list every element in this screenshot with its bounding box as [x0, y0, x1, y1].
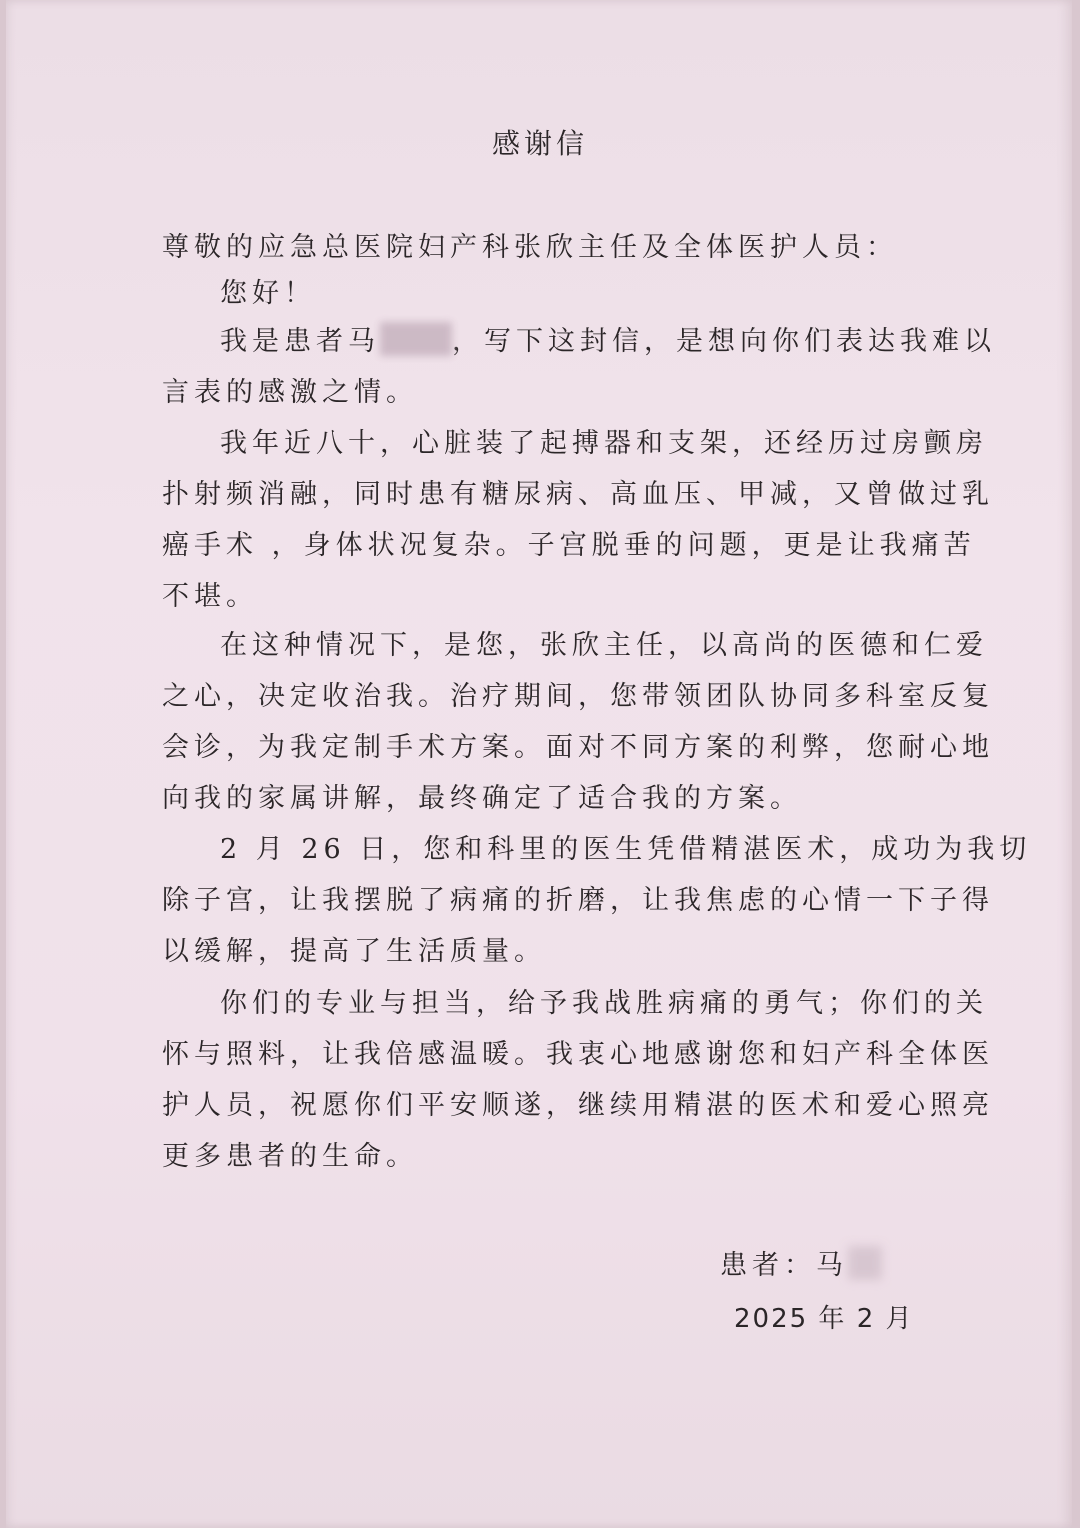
paragraph-line: 向我的家属讲解，最终确定了适合我的方案。	[162, 783, 802, 814]
intro-text-end: ，写下这封信，是想向你们表达我难以	[452, 326, 996, 357]
letter-title: 感谢信	[491, 127, 588, 160]
paragraph-line: 2 月 26 日，您和科里的医生凭借精湛医术，成功为我切	[220, 834, 1032, 865]
paragraph-line: 怀与照料，让我倍感温暖。我衷心地感谢您和妇产科全体医	[162, 1039, 994, 1070]
paragraph-line: 我年近八十，心脏装了起搏器和支架，还经历过房颤房	[220, 428, 988, 459]
paragraph-line: 言表的感激之情。	[162, 377, 418, 408]
paragraph-line: 不堪。	[162, 581, 258, 612]
redacted-name-blur	[380, 322, 452, 356]
paragraph-thanks	[162, 978, 994, 1182]
letter-greeting: 您好！	[220, 278, 316, 309]
paragraph-line: 扑射频消融，同时患有糖尿病、高血压、甲减，又曾做过乳	[162, 479, 994, 510]
signature-text: 患者：马	[720, 1250, 848, 1281]
paragraph-line: 除子宫，让我摆脱了病痛的折磨，让我焦虑的心情一下子得	[162, 885, 994, 916]
redacted-signature-blur	[848, 1246, 882, 1280]
paragraph-line: 会诊，为我定制手术方案。面对不同方案的利弊，您耐心地	[162, 732, 994, 763]
paragraph-line: 你们的专业与担当，给予我战胜病痛的勇气；你们的关	[220, 988, 988, 1019]
paragraph-treatment	[162, 620, 994, 824]
paragraph-surgery	[162, 824, 1031, 977]
paragraph-line: 更多患者的生命。	[162, 1141, 418, 1172]
letter-salutation: 尊敬的应急总医院妇产科张欣主任及全体医护人员：	[162, 232, 898, 263]
paragraph-line	[162, 316, 996, 367]
paragraph-line: 护人员，祝愿你们平安顺遂，继续用精湛的医术和爱心照亮	[162, 1090, 994, 1121]
paragraph-line: 在这种情况下，是您，张欣主任，以高尚的医德和仁爱	[220, 630, 988, 661]
paragraph-line: 之心，决定收治我。治疗期间，您带领团队协同多科室反复	[162, 681, 994, 712]
intro-text-start: 我是患者马	[220, 326, 380, 357]
paragraph-condition	[162, 418, 994, 622]
paragraph-line: 癌手术 ，身体状况复杂。子宫脱垂的问题，更是让我痛苦	[162, 530, 976, 561]
paragraph-line: 以缓解，提高了生活质量。	[162, 936, 546, 967]
letter-date: 2025 年 2 月	[734, 1304, 914, 1334]
signature	[720, 1240, 882, 1291]
paragraph-introduction	[162, 316, 996, 418]
